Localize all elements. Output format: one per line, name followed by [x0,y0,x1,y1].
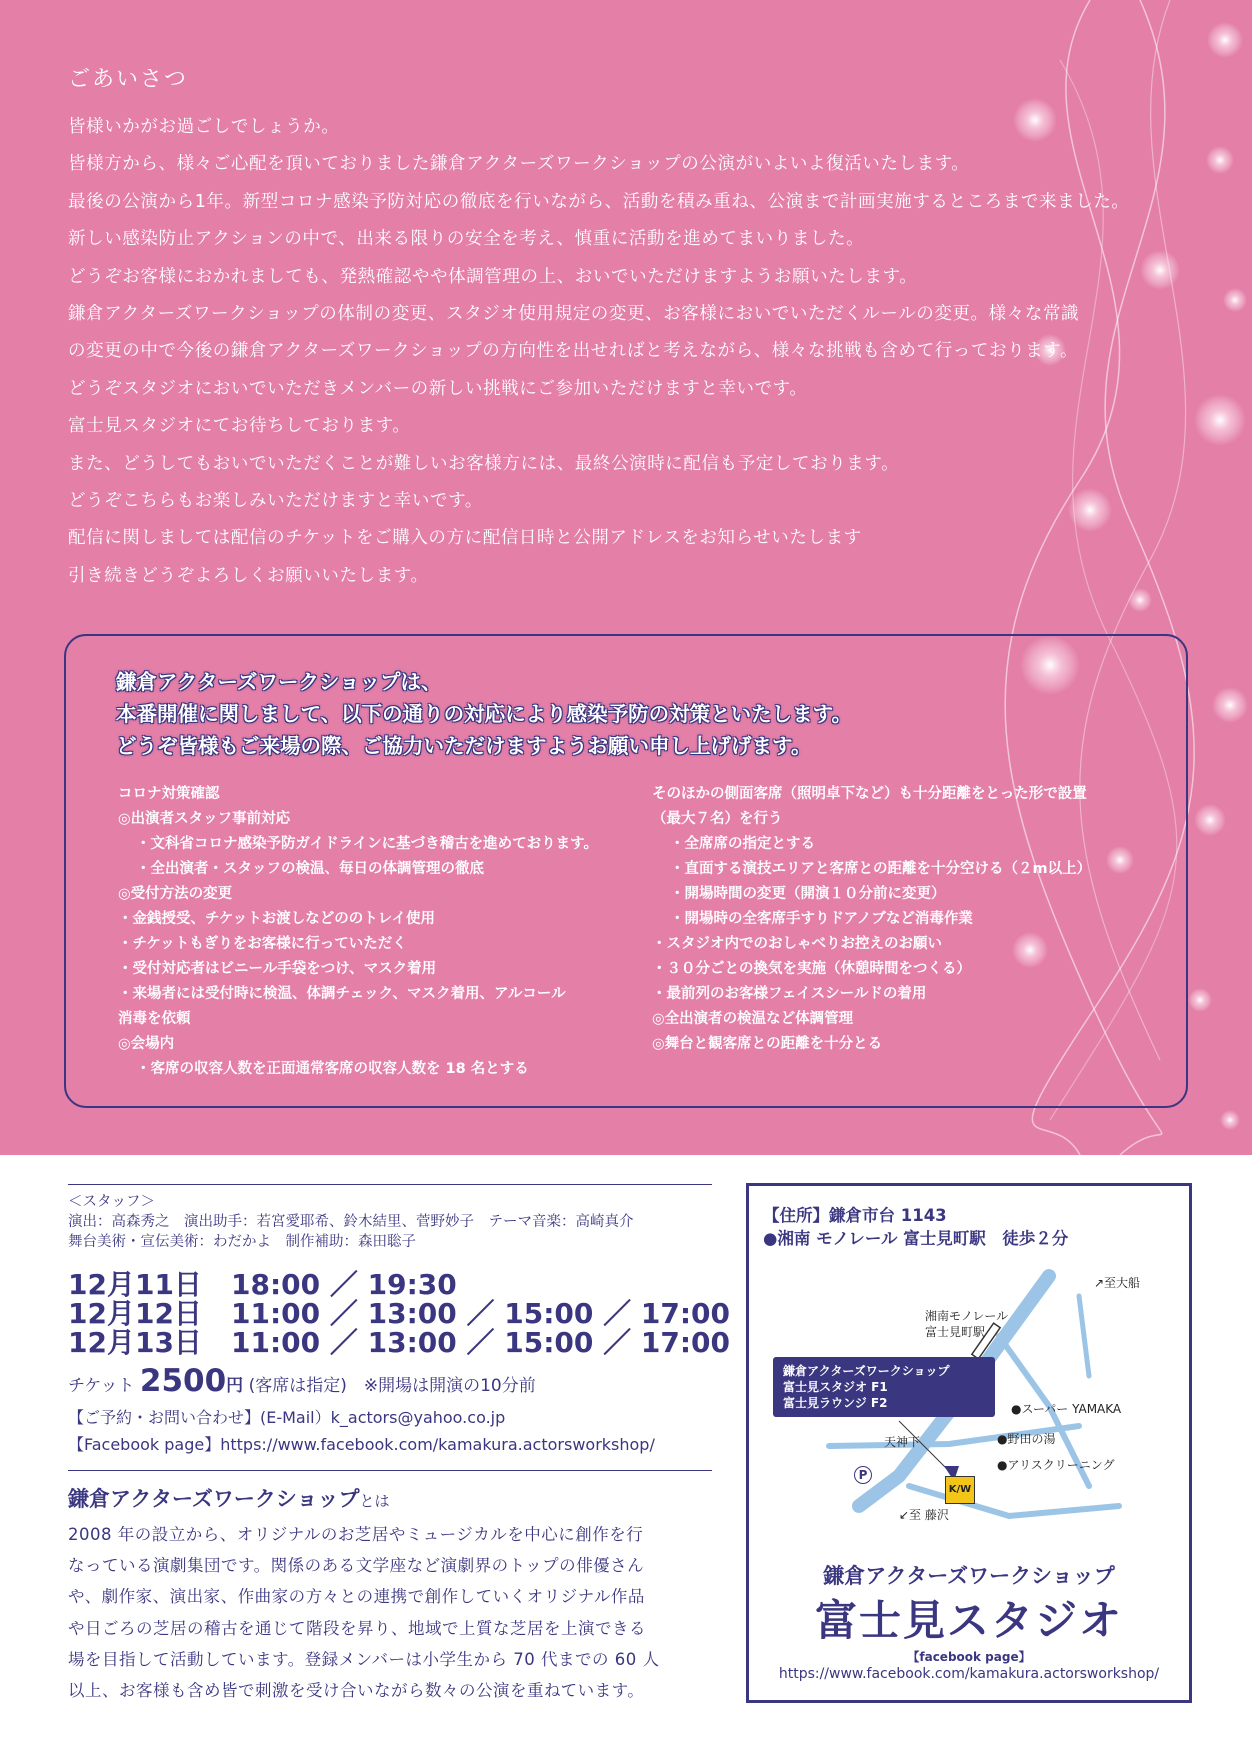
covid-measures-box [64,634,1188,1108]
about-line: や、劇作家、演出家、作曲家の方々との連携で創作していくオリジナル作品 [68,1587,645,1607]
covid-measure-item: ・３０分ごとの換気を実施（休憩時間をつくる） [652,961,971,977]
staff-line: 舞台美術・宣伝美術：わだかよ 制作補助：森田聡子 [68,1234,416,1250]
about-line: 場を目指して活動しています。登録メンバーは小学生から 70 代までの 60 人 [68,1649,660,1669]
covid-measure-item: ◎会場内 [118,1036,175,1052]
access-map-box [746,1183,1192,1703]
performance-schedule [68,1270,730,1357]
about-line: 以上、お客様も含め皆で刺激を受け合いながら数々の公演を重ねています。 [68,1681,645,1701]
greeting-paragraph: 最後の公演から1年。新型コロナ感染予防対応の徹底を行いながら、活動を積み重ね、公演まで計画実施するところまで来ました。 [68,191,1130,212]
station-label-1: 湘南モノレール [925,1309,1009,1323]
schedule-row [68,1328,730,1357]
covid-measure-item: ・全出演者・スタッフの検温、毎日の体調管理の徹底 [136,861,484,877]
schedule-row [68,1299,730,1328]
covid-measure-item: ・直面する演技エリアと客席との距離を十分空ける（２m以上） [670,861,1092,877]
covid-measure-item: （最大７名）を行う [652,811,783,827]
staff-lines [68,1212,712,1252]
schedule-row [68,1270,730,1299]
schedule-date: 12月13日 [68,1326,202,1359]
studio-org-title: 鎌倉アクターズワークショップ [823,1564,1115,1588]
covid-measure-item: ・開場時間の変更（開演１０分前に変更） [670,886,946,902]
studio-name: 富士見スタジオ [814,1596,1123,1645]
greeting-paragraph: 鎌倉アクターズワークショップの体制の変更、スタジオ使用規定の変更、お客様においでいただくルールの変更。様々な常識 [68,304,1080,325]
covid-measure-item: ・金銭授受、チケットお渡しなどののトレイ使用 [118,911,435,927]
covid-heading-line: 鎌倉アクターズワークショップは、 [116,670,442,694]
about-title [68,1483,712,1513]
to-fujisawa-label: ↙至 藤沢 [899,1508,949,1522]
facebook-page-title: 【facebook page】 [907,1650,1031,1664]
about-line: 2008 年の設立から、オリジナルのお芝居やミュージカルを中心に創作を行 [68,1525,644,1544]
email-contact[interactable]: 【ご予約・お問い合わせ】(E-Mail）k_actors@yahoo.co.jp [68,1408,506,1427]
noda-no-yu-label: ●野田の湯 [997,1432,1056,1446]
covid-measure-item: 消毒を依頼 [118,1011,191,1027]
about-line: なっている演劇集団です。関係のある文学座など演劇界のトップの俳優さん [68,1556,645,1576]
covid-measure-item: ◎受付方法の変更 [118,886,233,902]
branch-road-2 [1079,1296,1089,1376]
covid-measure-item: ・全席席の指定とする [670,836,815,852]
schedule-times: 11:00 ／ 13:00 ／ 15:00 ／ 17:00 [231,1326,730,1359]
covid-measure-item: ・客席の収容人数を正面通常客席の収容人数を 18 名とする [136,1061,529,1077]
pill-line: 鎌倉アクターズワークショップ [783,1364,950,1378]
about-line: や日ごろの芝居の稽古を通じて階段を昇り、地域で上質な芝居を上演できる [68,1618,646,1638]
covid-measures-right-column [652,782,1172,1057]
covid-measure-item: ◎舞台と観客席との距離を十分とる [652,1036,883,1052]
covid-heading-line: 本番開催に関しまして、以下の通りの対応により感染予防の対策といたします。 [116,702,852,726]
covid-heading-line: どうぞ皆様もご来場の際、ご協力いただけますようお願い申し上げげます。 [116,734,812,758]
super-yamaka-label: ●スーパー YAMAKA [1011,1402,1122,1416]
covid-measure-item: ・最前列のお客様フェイスシールドの着用 [652,986,927,1002]
greeting-paragraph: 新しい感染防止アクションの中で、出来る限りの安全を考え、慎重に活動を進めてまいりました。 [68,229,865,250]
station-line: ●湘南 モノレール 富士見町駅 徒歩２分 [763,1229,1069,1248]
covid-measure-item: ◎出演者スタッフ事前対応 [118,811,291,827]
greeting-paragraph: どうぞお客様におかれましても、発熱確認やや体調管理の上、おいでいただけますようお願いたします。 [68,266,918,287]
greeting-paragraph: また、どうしてもおいでいただくことが難しいお客様方には、最終公演時に配信も予定しております。 [68,453,900,474]
contact-section [68,1404,655,1458]
covid-measure-item: そのほかの側面客席（照明卓下など）も十分距離をとった形で設置 [652,786,1087,802]
ticket-note: (客席は指定) ※開場は開演の10分前 [248,1376,536,1396]
ticket-label: チケット [68,1376,135,1396]
ticket-info [68,1363,536,1399]
staff-title: ＜スタッフ＞ [68,1194,155,1210]
covid-heading [116,666,852,762]
about-title-text: 鎌倉アクターズワークショップ [68,1487,360,1511]
address-line: 【住所】鎌倉市台 1143 [763,1206,947,1225]
greeting-paragraph: 皆様いかがお過ごしでしょうか。 [68,117,340,137]
greeting-title: ごあいさつ [68,67,189,92]
parking-icon: P [854,1466,872,1484]
greeting-paragraph: 皆様方から、様々ご心配を頂いておりました鎌倉アクターズワークショップの公演がいよいよ復活いたします。 [68,154,970,175]
greeting-paragraph: 富士見スタジオにてお待ちしております。 [68,416,411,437]
staff-section [68,1184,712,1252]
greeting-paragraph: どうぞスタジオにおいでいただきメンバーの新しい挑戦にご参加いただけますと幸いです。 [68,378,808,399]
greeting-paragraph: 引き続きどうぞよろしくお願いいたします。 [68,565,429,586]
pill-line: 富士見スタジオ F1 [783,1380,888,1394]
greeting-paragraphs [68,109,1198,595]
greeting-paragraph: 配信に関しましては配信のチケットをご購入の方に配信日時と公開アドレスをお知らせいたします [68,528,862,549]
about-title-suffix: とは [359,1492,390,1510]
ticket-price: 2500 [139,1363,227,1399]
ticket-unit: 円 [226,1376,244,1396]
covid-measures-left-column [118,782,678,1082]
covid-measure-item: ・スタジオ内でのおしゃべりお控えのお願い [652,936,942,952]
studio-logo-icon: K/W [945,1476,975,1504]
about-description [68,1519,712,1706]
schedule-date: 12月12日 [68,1297,202,1330]
greeting-paragraph: どうぞこちらもお楽しみいただけますと幸いです。 [68,491,483,512]
pill-line: 富士見ラウンジ F2 [783,1396,888,1410]
station-label-2: 富士見町駅 [925,1325,986,1339]
schedule-times: 11:00 ／ 13:00 ／ 15:00 ／ 17:00 [231,1297,730,1330]
tenjinshita-label: 天神下 [884,1435,921,1449]
to-ofuna-label: ↗至大船 [1094,1276,1141,1290]
covid-measure-item: ・文科省コロナ感染予防ガイドラインに基づき稽古を進めております。 [136,836,598,852]
alice-cleaning-label: ●アリスクリーニング [997,1458,1115,1472]
covid-measure-item: コロナ対策確認 [118,786,220,802]
greeting-section [68,62,1198,595]
facebook-link[interactable]: 【Facebook page】https://www.facebook.com/kamakura.actorsworkshop/ [68,1435,655,1454]
greeting-paragraph: の変更の中で今後の鎌倉アクターズワークショップの方向性を出せればと考えながら、様々な挑戦も含めて行っております。 [68,341,1079,362]
facebook-page-url[interactable]: https://www.facebook.com/kamakura.actorsworkshop/ [778,1666,1160,1682]
covid-measure-item: ・開場時の全客席手すりドアノブなど消毒作業 [670,911,973,927]
staff-line: 演出：高森秀之 演出助手：若宮愛耶希、鈴木結里、菅野妙子 テーマ音楽：高崎真介 [68,1214,634,1230]
about-section [68,1470,712,1706]
covid-measure-item: ・受付対応者はビニール手袋をつけ、マスク着用 [118,961,437,977]
schedule-date: 12月11日 [68,1268,202,1301]
covid-measure-item: ・チケットもぎりをお客様に行っていただく [118,936,407,952]
schedule-times: 18:00 ／ 19:30 [231,1268,457,1301]
covid-measure-item: ・来場者には受付時に検温、体調チェック、マスク着用、アルコール [118,986,566,1002]
studio-location-pill [773,1357,995,1417]
covid-measure-item: ◎全出演者の検温など体調管理 [652,1011,854,1027]
